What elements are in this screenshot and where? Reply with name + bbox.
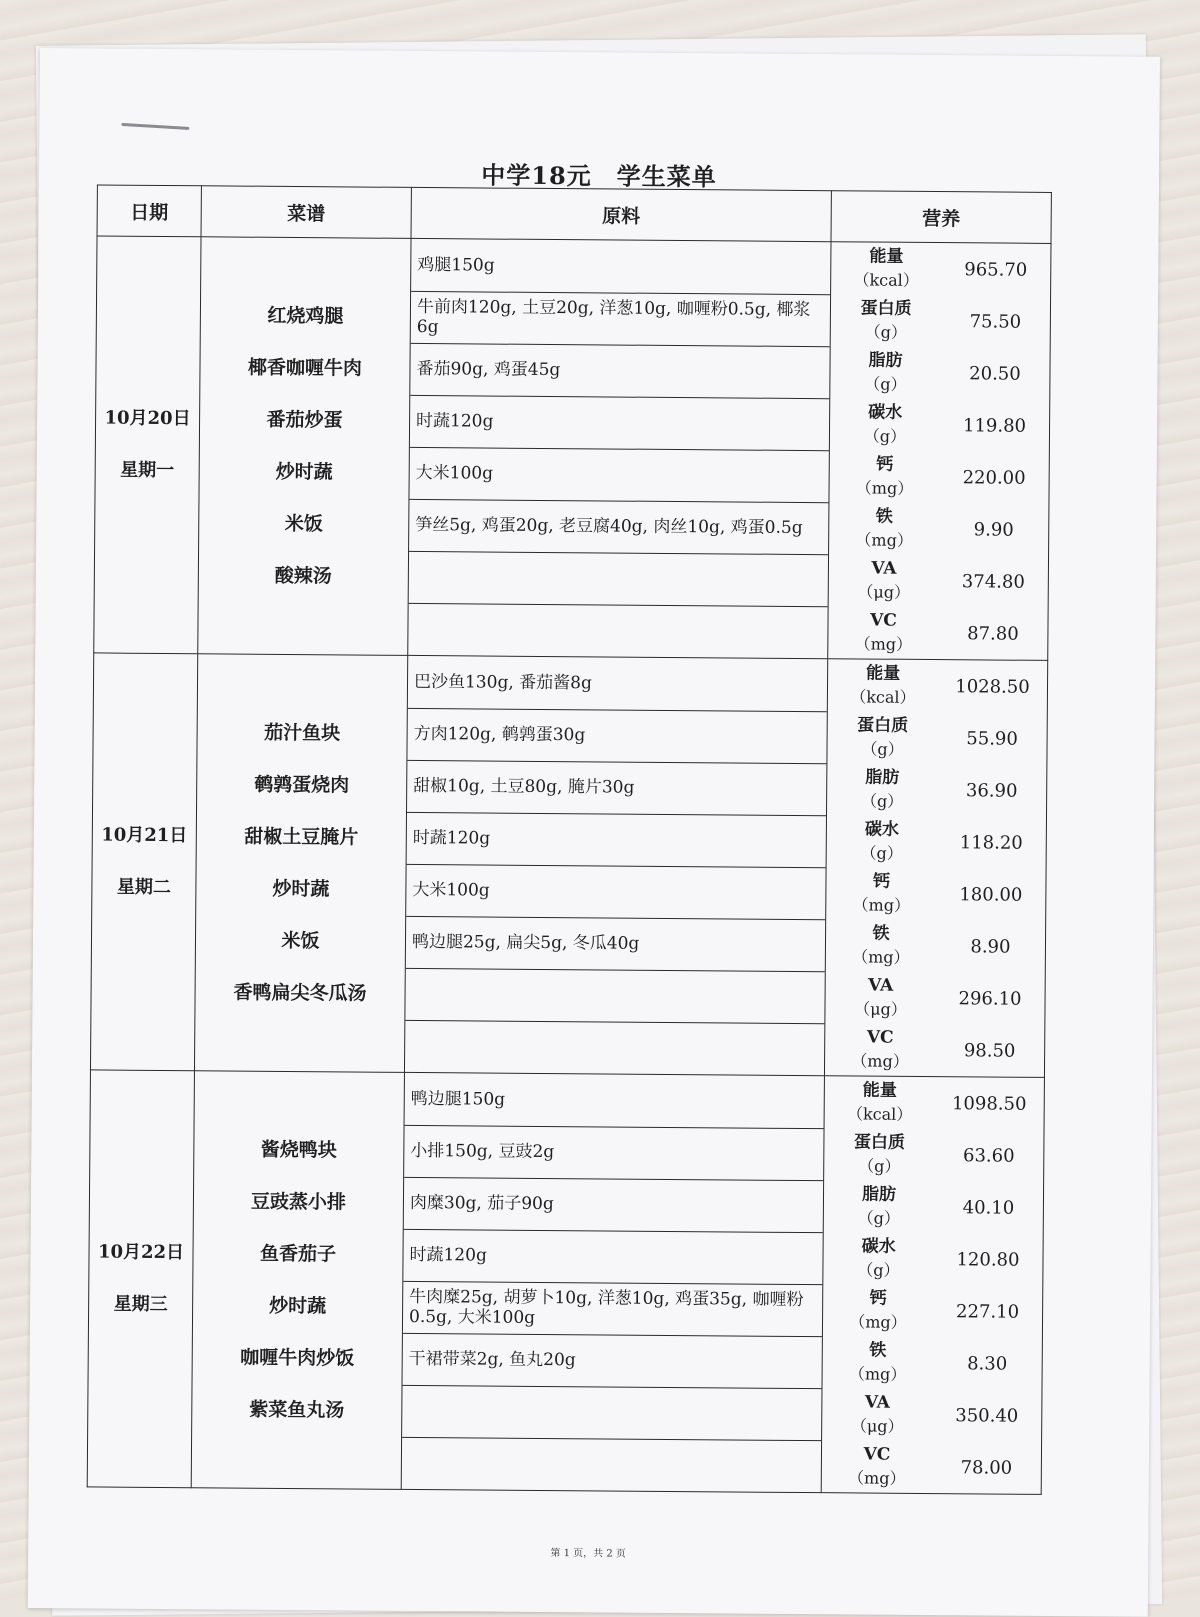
- ingredient-line: 大米100g: [406, 864, 825, 919]
- nutrient-value: 36.90: [965, 779, 1018, 802]
- nutrient-row: [827, 763, 1046, 817]
- nutrient-name: VA: [871, 558, 897, 579]
- dish-cell: [194, 654, 407, 1073]
- nutrient-value: 350.40: [955, 1404, 1019, 1427]
- nutrient-row: [823, 1284, 1042, 1338]
- nutrient-unit: （mg）: [855, 530, 913, 550]
- nutrient-unit: （kcal）: [850, 687, 916, 707]
- ingredient-line: 鸭边腿25g, 扁尖5g, 冬瓜40g: [406, 916, 825, 971]
- nutrient-label: [825, 973, 935, 1022]
- dish-cell: [198, 237, 411, 656]
- nutrient-value: 98.50: [963, 1039, 1016, 1062]
- dish-name: 番茄炒蛋: [266, 408, 343, 432]
- date-cell: [94, 236, 201, 654]
- ingredient-line: 鸡腿150g: [411, 239, 830, 294]
- nutrient-label: [824, 1130, 934, 1179]
- ingredient-line: 干裙带菜2g, 鱼丸20g: [403, 1333, 822, 1388]
- nutrient-label: [823, 1234, 933, 1283]
- ingredient-line: [405, 1020, 824, 1074]
- nutrient-value: 220.00: [962, 466, 1026, 489]
- ingredient-line: 肉糜30g, 茄子90g: [404, 1177, 823, 1232]
- nutrient-label: [829, 556, 939, 605]
- nutrient-unit: （mg）: [854, 634, 913, 654]
- nutrient-name: 脂肪: [861, 1184, 897, 1205]
- nutrient-name: 能量: [862, 1080, 897, 1101]
- nutrient-label: [831, 244, 941, 293]
- nutrient-name: 碳水: [868, 402, 903, 423]
- nutrient-name: 铁: [872, 923, 890, 944]
- nutrient-value: 1028.50: [955, 675, 1030, 698]
- day-weekday: 星期三: [113, 1293, 168, 1316]
- nutrient-unit: （g）: [864, 374, 907, 394]
- nutrition-cell: [828, 242, 1051, 661]
- nutrient-value: 87.80: [967, 622, 1019, 645]
- nutrient-unit: （g）: [860, 791, 904, 811]
- nutrient-name: 钙: [872, 871, 891, 892]
- nutrient-value: 78.00: [960, 1456, 1013, 1479]
- nutrient-name: 蛋白质: [857, 715, 909, 736]
- ingredient-line: 甜椒10g, 土豆80g, 腌片30g: [407, 760, 826, 815]
- nutrient-label: [822, 1442, 932, 1491]
- nutrient-value: 118.20: [959, 831, 1023, 854]
- day-date: 10月21日: [101, 824, 188, 847]
- ingredients-cell: [408, 238, 831, 658]
- dish-name: 鹌鹑蛋烧肉: [254, 773, 350, 797]
- nutrient-unit: （g）: [857, 1260, 900, 1280]
- dish-name: 米饭: [284, 512, 323, 536]
- dish-name: 香鸭扁尖冬瓜汤: [233, 981, 367, 1005]
- nutrient-row: [826, 867, 1045, 921]
- nutrient-name: 能量: [866, 663, 901, 684]
- nutrient-name: VC: [870, 610, 897, 631]
- dish-name: 炒时蔬: [269, 1294, 327, 1318]
- nutrient-name: 能量: [869, 246, 904, 267]
- nutrient-row: [829, 554, 1048, 608]
- nutrient-value: 55.90: [966, 727, 1018, 750]
- nutrition-cell: [821, 1076, 1044, 1495]
- nutrient-name: 铁: [875, 506, 893, 527]
- nutrient-value: 9.90: [973, 518, 1014, 541]
- nutrient-unit: （g）: [858, 1156, 901, 1176]
- nutrient-name: 脂肪: [865, 767, 900, 788]
- nutrient-row: [828, 606, 1047, 660]
- nutrient-label: [829, 452, 939, 501]
- dish-name: 炒时蔬: [272, 877, 330, 901]
- nutrient-unit: （mg）: [855, 478, 914, 498]
- nutrient-value: 1098.50: [951, 1092, 1027, 1115]
- nutrient-value: 965.70: [964, 258, 1028, 281]
- dish-name: 炒时蔬: [275, 460, 333, 484]
- dish-name: 咖喱牛肉炒饭: [240, 1346, 355, 1370]
- ingredient-line: 小排150g, 豆豉2g: [404, 1125, 823, 1180]
- nutrient-value: 20.50: [969, 362, 1021, 385]
- ingredient-line: 大米100g: [409, 447, 828, 502]
- nutrient-name: 钙: [869, 1288, 887, 1309]
- dish-name: 酱烧鸭块: [260, 1138, 337, 1162]
- nutrient-unit: （mg）: [852, 895, 911, 915]
- nutrient-unit: （g）: [864, 322, 907, 342]
- day-row: [87, 1070, 1044, 1494]
- nutrient-unit: （g）: [857, 1208, 901, 1228]
- day-date: 10月22日: [97, 1241, 185, 1264]
- ingredient-line: 笋丝5g, 鸡蛋20g, 老豆腐40g, 肉丝10g, 鸡蛋0.5g: [409, 499, 828, 554]
- nutrient-label: [829, 504, 939, 553]
- nutrient-row: [822, 1336, 1041, 1390]
- nutrient-name: 钙: [876, 454, 894, 475]
- nutrient-label: [826, 921, 936, 970]
- nutrient-row: [829, 450, 1048, 504]
- header-row: [97, 185, 1051, 243]
- nutrient-unit: （mg）: [849, 1312, 907, 1332]
- nutrient-row: [823, 1232, 1042, 1286]
- nutrient-unit: （mg）: [848, 1364, 907, 1384]
- dish-name: 豆豉蒸小排: [250, 1190, 347, 1214]
- nutrient-label: [824, 1182, 934, 1231]
- dish-name: 茄汁鱼块: [264, 721, 341, 745]
- staple: [121, 123, 189, 130]
- nutrient-name: VC: [863, 1444, 891, 1465]
- header-dish: 菜谱: [201, 186, 411, 239]
- date-cell: [87, 1070, 194, 1488]
- nutrient-row: [831, 242, 1050, 296]
- nutrient-value: 374.80: [961, 570, 1025, 593]
- nutrient-name: VA: [864, 1392, 890, 1413]
- nutrient-label: [831, 296, 941, 345]
- day-row: [90, 653, 1047, 1077]
- dish-name: 椰香咖喱牛肉: [247, 356, 363, 380]
- nutrient-row: [824, 1128, 1043, 1182]
- dish-name: 红烧鸡腿: [267, 304, 344, 328]
- nutrient-unit: （μg）: [857, 582, 911, 602]
- day-date: 10月20日: [104, 407, 191, 430]
- ingredient-line: 时蔬120g: [403, 1229, 822, 1284]
- nutrition-cell: [824, 659, 1047, 1078]
- nutrient-label: [825, 1025, 935, 1074]
- menu-table: [87, 184, 1052, 1494]
- ingredients-cell: [401, 1072, 824, 1492]
- nutrient-row: [825, 1023, 1044, 1077]
- header-date: 日期: [97, 185, 201, 237]
- dish-name: 米饭: [281, 929, 320, 953]
- nutrient-row: [827, 711, 1046, 765]
- nutrient-name: 脂肪: [868, 350, 903, 371]
- ingredient-line: [405, 968, 824, 1023]
- nutrient-label: [825, 1078, 935, 1127]
- page-footer: 第 1 页，共 2 页: [550, 1548, 626, 1560]
- nutrient-unit: （g）: [860, 843, 903, 863]
- ingredient-line: 番茄90g, 鸡蛋45g: [410, 343, 829, 398]
- ingredient-line: [408, 603, 827, 657]
- nutrient-label: [828, 608, 938, 657]
- nutrient-unit: （μg）: [854, 999, 907, 1019]
- ingredient-line: 鸭边腿150g: [405, 1073, 824, 1128]
- nutrient-row: [827, 815, 1046, 869]
- nutrient-unit: （g）: [861, 739, 904, 759]
- dish-name: 鱼香茄子: [259, 1242, 337, 1266]
- nutrient-value: 296.10: [958, 987, 1022, 1010]
- nutrient-row: [826, 919, 1045, 973]
- nutrient-value: 119.80: [962, 414, 1027, 437]
- nutrient-value: 75.50: [969, 310, 1022, 333]
- nutrient-row: [830, 346, 1049, 400]
- nutrient-label: [828, 661, 938, 710]
- page-title: 中学18元 学生菜单: [481, 160, 717, 192]
- nutrient-row: [828, 659, 1047, 713]
- nutrient-label: [822, 1390, 932, 1439]
- nutrient-label: [826, 869, 936, 918]
- day-row: [94, 236, 1051, 660]
- dish-cell: [191, 1071, 404, 1490]
- menu-body: [87, 236, 1051, 1494]
- nutrient-unit: （mg）: [848, 1468, 906, 1488]
- dish-name: 酸辣汤: [274, 564, 332, 588]
- nutrient-row: [831, 294, 1050, 348]
- nutrient-label: [823, 1286, 933, 1335]
- dish-name: 甜椒土豆腌片: [244, 825, 359, 849]
- ingredient-line: 牛肉糜25g, 胡萝卜10g, 洋葱10g, 鸡蛋35g, 咖喱粉0.5g, 大米100g: [403, 1281, 822, 1336]
- nutrient-unit: （mg）: [852, 947, 910, 967]
- nutrient-label: [830, 400, 940, 449]
- nutrient-label: [823, 1338, 933, 1387]
- header-nutrition: 营养: [831, 191, 1051, 244]
- nutrient-label: [830, 348, 940, 397]
- nutrient-name: 碳水: [861, 1236, 896, 1257]
- ingredient-line: 牛前肉120g, 土豆20g, 洋葱10g, 咖喱粉0.5g, 椰浆6g: [411, 291, 830, 346]
- nutrient-value: 180.00: [959, 883, 1023, 906]
- nutrient-name: 铁: [869, 1340, 887, 1361]
- ingredient-line: [402, 1385, 821, 1440]
- nutrient-name: 碳水: [864, 819, 899, 840]
- ingredient-line: 时蔬120g: [407, 812, 826, 867]
- nutrient-unit: （kcal）: [846, 1104, 913, 1124]
- day-weekday: 星期一: [120, 459, 175, 482]
- nutrient-name: VA: [868, 975, 894, 996]
- nutrient-label: [827, 713, 937, 762]
- nutrient-value: 8.30: [967, 1352, 1008, 1375]
- nutrient-row: [825, 971, 1044, 1025]
- nutrient-unit: （g）: [863, 426, 907, 446]
- nutrient-row: [824, 1180, 1043, 1234]
- ingredient-line: 巴沙鱼130g, 番茄酱8g: [408, 656, 827, 711]
- nutrient-value: 63.60: [962, 1144, 1015, 1167]
- nutrient-value: 227.10: [956, 1300, 1020, 1323]
- nutrient-name: 蛋白质: [853, 1132, 906, 1153]
- ingredient-line: 方肉120g, 鹌鹑蛋30g: [407, 708, 826, 763]
- dish-name: 紫菜鱼丸汤: [249, 1398, 345, 1422]
- nutrient-row: [829, 502, 1048, 556]
- nutrient-row: [822, 1388, 1041, 1442]
- nutrient-unit: （μg）: [850, 1416, 904, 1436]
- nutrient-value: 40.10: [962, 1196, 1015, 1219]
- menu-sheet: [28, 48, 1160, 1617]
- nutrient-row: [825, 1076, 1044, 1130]
- ingredient-line: 时蔬120g: [410, 395, 829, 450]
- nutrient-unit: （kcal）: [853, 270, 919, 290]
- date-cell: [90, 653, 197, 1071]
- nutrient-name: 蛋白质: [860, 298, 912, 319]
- nutrient-value: 120.80: [956, 1248, 1020, 1271]
- nutrient-row: [822, 1440, 1041, 1494]
- ingredients-cell: [404, 655, 827, 1075]
- header-ingredients: 原料: [411, 187, 831, 241]
- day-weekday: 星期二: [116, 876, 171, 899]
- nutrient-row: [830, 398, 1049, 452]
- nutrient-name: VC: [866, 1027, 894, 1048]
- nutrient-value: 8.90: [970, 935, 1011, 958]
- nutrient-unit: （mg）: [851, 1051, 909, 1071]
- ingredient-line: [409, 551, 828, 606]
- ingredient-line: [402, 1437, 821, 1491]
- nutrient-label: [827, 817, 937, 866]
- nutrient-label: [827, 765, 937, 814]
